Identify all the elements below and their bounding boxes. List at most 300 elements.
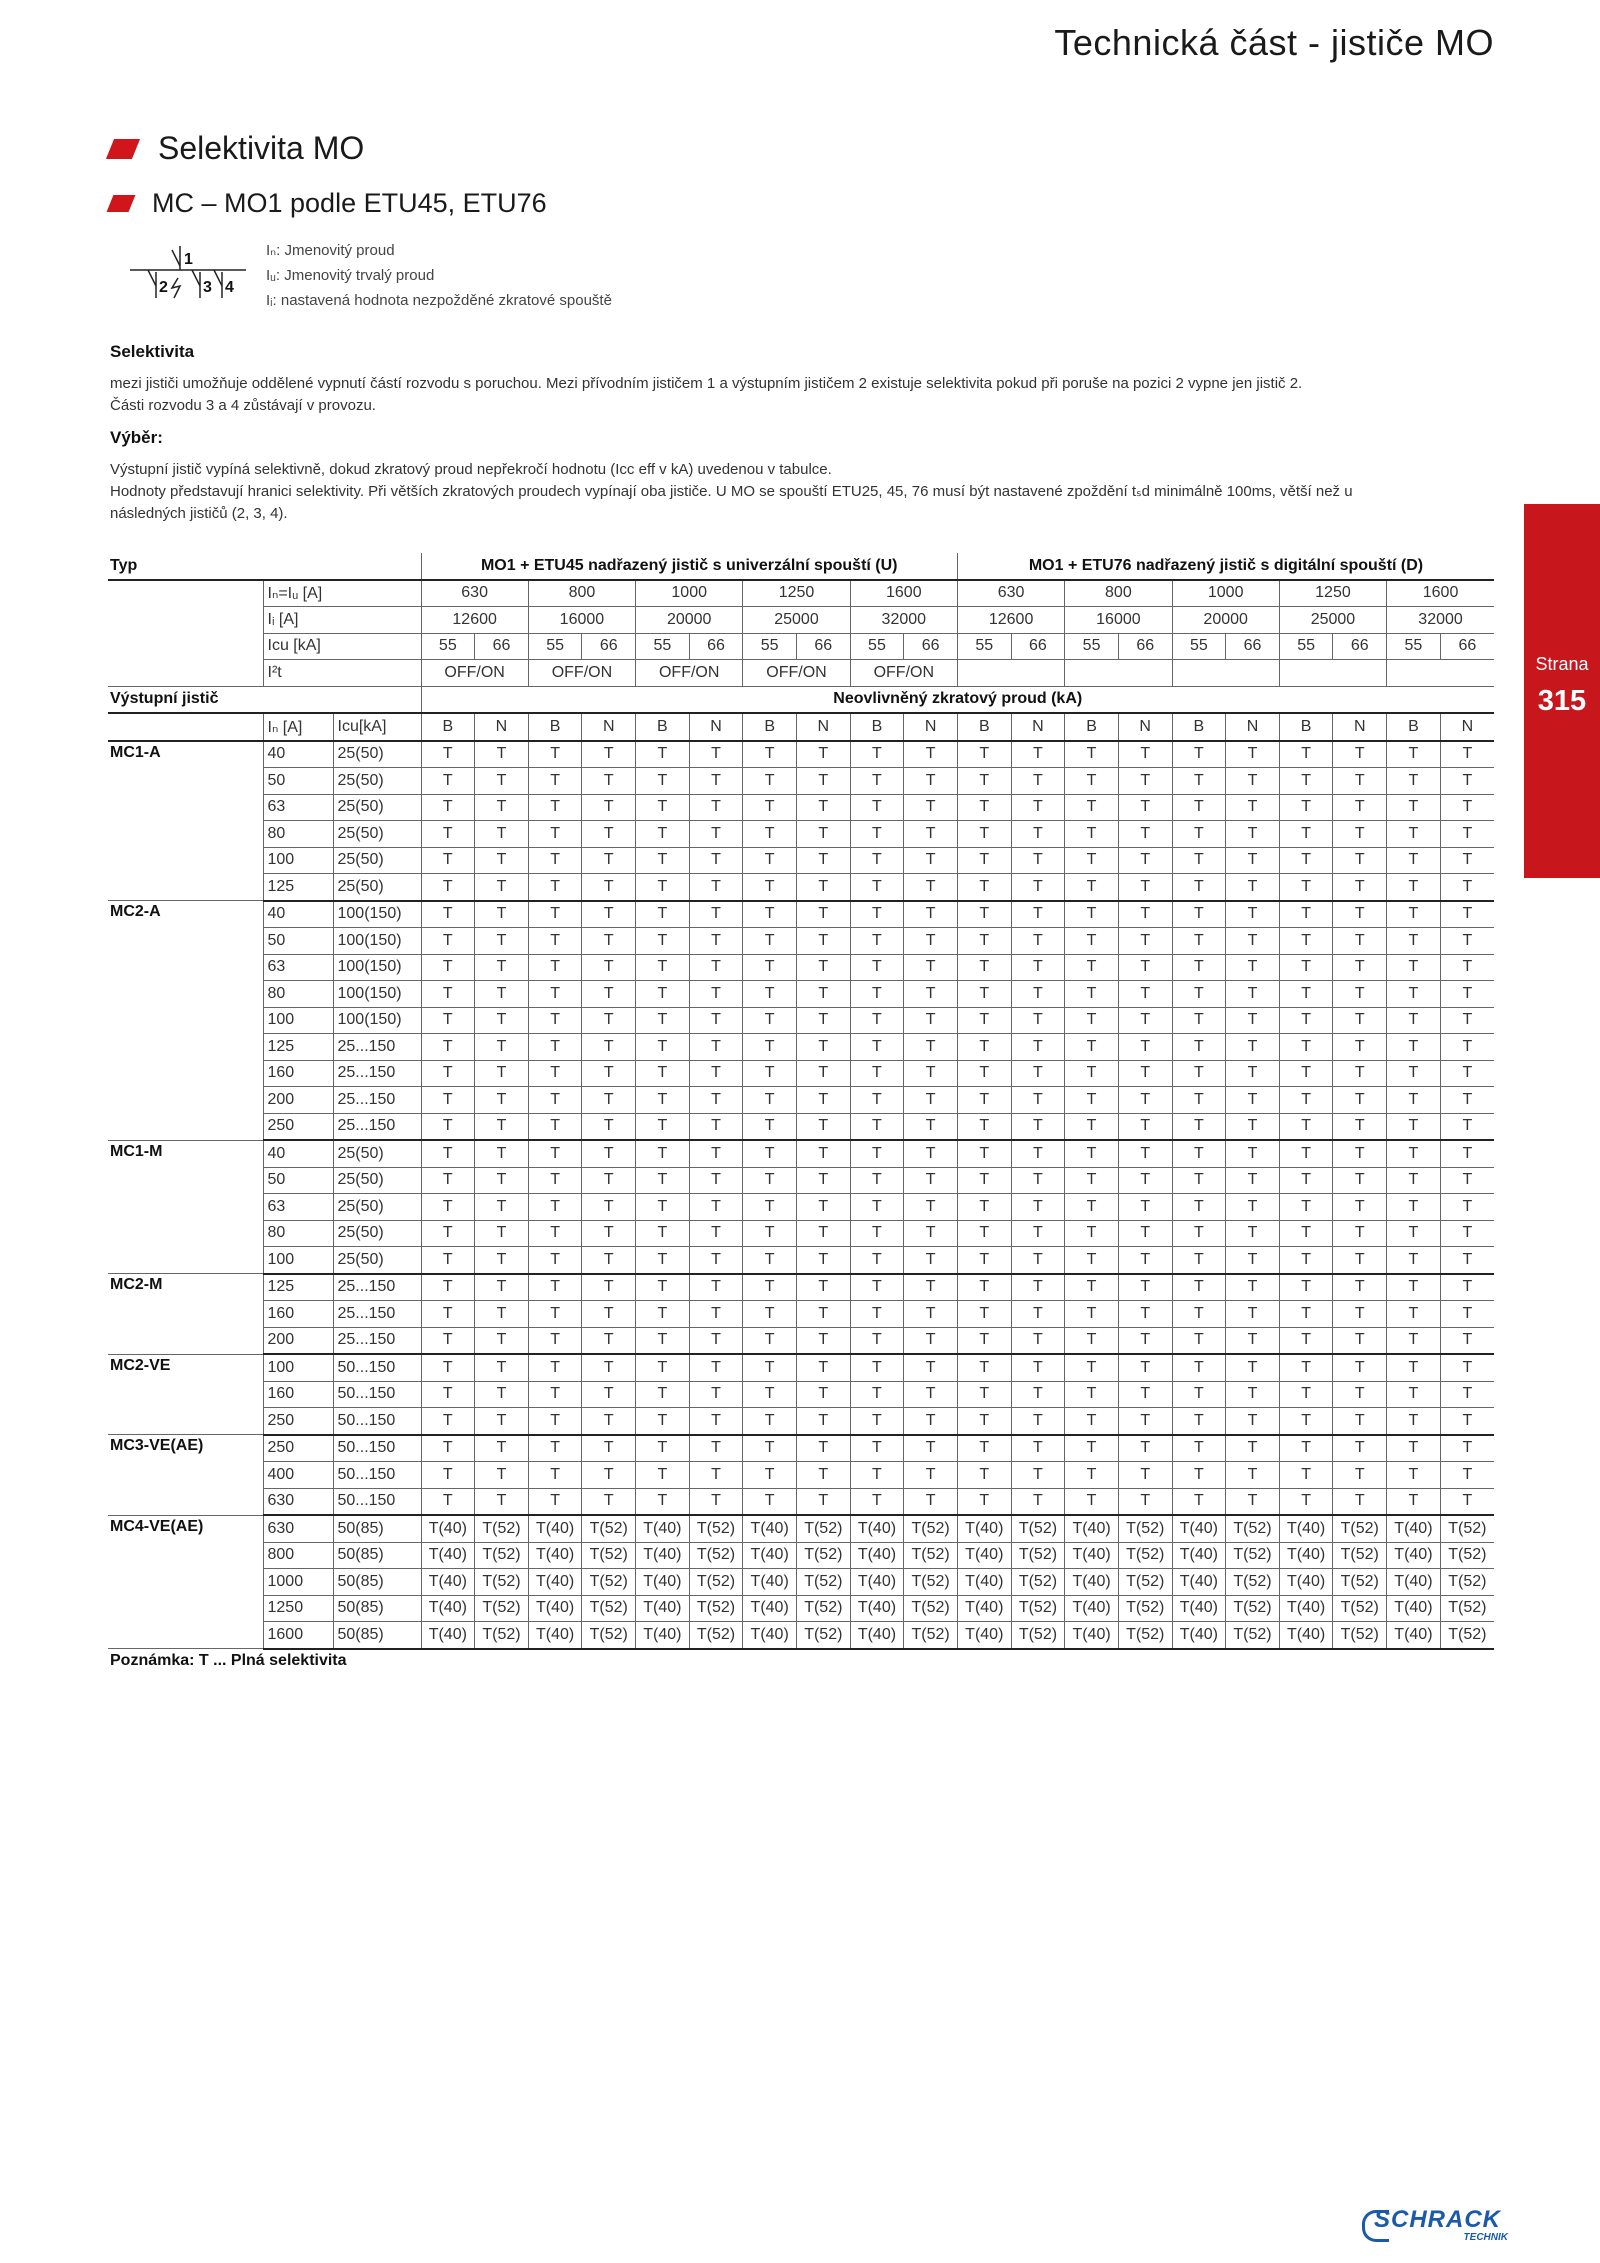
selectivity-value: T xyxy=(421,954,475,981)
selectivity-value: T(40) xyxy=(850,1622,904,1649)
in-cell: 630 xyxy=(263,1488,333,1515)
in-value: 630 xyxy=(421,580,528,607)
selectivity-value: T xyxy=(1172,981,1226,1008)
selectivity-value: T xyxy=(743,1007,797,1034)
selectivity-value: T xyxy=(850,1462,904,1489)
in-value: 800 xyxy=(528,580,635,607)
in-cell: 50 xyxy=(263,928,333,955)
selectivity-value: T xyxy=(1387,1408,1441,1435)
selectivity-value: T xyxy=(1279,1140,1333,1167)
selectivity-value: T(52) xyxy=(796,1542,850,1569)
ii-value: 32000 xyxy=(850,607,957,634)
selectivity-value: T xyxy=(1065,981,1119,1008)
icu-cell: 100(150) xyxy=(333,981,421,1008)
selectivity-value: T xyxy=(1226,1408,1280,1435)
in-cell: 125 xyxy=(263,1274,333,1301)
icu-value: 55 xyxy=(1172,633,1226,660)
selectivity-value: T xyxy=(743,928,797,955)
vyber-line: následných jističů (2, 3, 4). xyxy=(110,505,288,522)
table-row xyxy=(108,847,1494,874)
icu-value: 55 xyxy=(1065,633,1119,660)
breaker-type: MC2-M xyxy=(108,1274,263,1355)
selectivity-value: T xyxy=(796,1381,850,1408)
selectivity-value: T xyxy=(689,1113,743,1140)
selectivity-value: T xyxy=(582,1140,636,1167)
selectivity-value: T xyxy=(1172,1354,1226,1381)
icu-cell: 25(50) xyxy=(333,768,421,795)
in-value: 1000 xyxy=(1172,580,1279,607)
page-tab xyxy=(1524,504,1600,878)
icu-value: 55 xyxy=(1279,633,1333,660)
legend-line-iu: Iᵤ: Jmenovitý trvalý proud xyxy=(266,267,435,284)
selectivity-value: T(52) xyxy=(689,1569,743,1596)
selectivity-value: T xyxy=(1118,1167,1172,1194)
icu-value: 66 xyxy=(904,633,958,660)
selectivity-value: T xyxy=(796,1462,850,1489)
icu-cell: 100(150) xyxy=(333,928,421,955)
selectivity-value: T xyxy=(1118,1274,1172,1301)
i2t-value: OFF/ON xyxy=(528,660,635,687)
selectivity-value: T xyxy=(1172,1140,1226,1167)
selectivity-value: T xyxy=(1118,928,1172,955)
in-value: 1250 xyxy=(743,580,850,607)
selectivity-value: T xyxy=(636,1408,690,1435)
icu-cell: 25(50) xyxy=(333,1247,421,1274)
selectivity-value: T xyxy=(957,821,1011,848)
icu-value: 55 xyxy=(528,633,582,660)
table-row xyxy=(108,768,1494,795)
selectivity-value: T xyxy=(421,1247,475,1274)
icu-cell: 50...150 xyxy=(333,1381,421,1408)
selectivity-value: T xyxy=(1333,1381,1387,1408)
selectivity-value: T xyxy=(421,1274,475,1301)
selectivity-value: T xyxy=(1011,928,1065,955)
icu-value: 66 xyxy=(796,633,850,660)
selectivity-value: T xyxy=(1172,847,1226,874)
icu-cell: 25...150 xyxy=(333,1060,421,1087)
selectivity-value: T(40) xyxy=(636,1595,690,1622)
selectivity-value: T(52) xyxy=(1440,1569,1494,1596)
selectivity-value: T xyxy=(1387,1113,1441,1140)
selectivity-value: T xyxy=(636,928,690,955)
selectivity-value: T xyxy=(689,768,743,795)
table-row xyxy=(108,928,1494,955)
selectivity-value: T xyxy=(689,1087,743,1114)
selectivity-value: T xyxy=(1279,847,1333,874)
selectivity-value: T xyxy=(796,847,850,874)
selectivity-value: T xyxy=(1011,1327,1065,1354)
selectivity-value: T xyxy=(957,1327,1011,1354)
selectivity-value: T xyxy=(796,1327,850,1354)
selectivity-value: T xyxy=(850,1354,904,1381)
selectivity-value: T xyxy=(1387,1140,1441,1167)
icu-cell: 50(85) xyxy=(333,1595,421,1622)
selektivita-line: mezi jističi umožňuje oddělené vypnutí částí rozvodu s poruchou. Mezi přívodním jističem 1 a výstupním jističem 2 existuje selektivita pokud při poruše na pozici 2 vypne jen jistič 2. xyxy=(110,375,1303,392)
selectivity-value: T xyxy=(475,1113,529,1140)
selectivity-value: T(52) xyxy=(1333,1595,1387,1622)
selectivity-value: T xyxy=(582,847,636,874)
selectivity-value: T xyxy=(475,1140,529,1167)
selectivity-value: T xyxy=(1333,901,1387,928)
selectivity-value: T(40) xyxy=(957,1515,1011,1542)
selectivity-value: T xyxy=(1011,1381,1065,1408)
selectivity-value: T xyxy=(475,1247,529,1274)
selectivity-value: T xyxy=(1172,1167,1226,1194)
selectivity-value: T xyxy=(1440,847,1494,874)
selectivity-value: T xyxy=(1011,1488,1065,1515)
table-row xyxy=(108,954,1494,981)
selectivity-value: T xyxy=(1333,1167,1387,1194)
selectivity-value: T xyxy=(1065,1087,1119,1114)
selectivity-value: T xyxy=(1118,1247,1172,1274)
selectivity-value: T xyxy=(1011,1220,1065,1247)
in-cell: 40 xyxy=(263,741,333,768)
bn-header: N xyxy=(689,713,743,741)
in-value: 800 xyxy=(1065,580,1172,607)
selectivity-value: T(52) xyxy=(1226,1622,1280,1649)
i2t-value: OFF/ON xyxy=(636,660,743,687)
selectivity-value: T(40) xyxy=(1065,1569,1119,1596)
selectivity-value: T xyxy=(689,1007,743,1034)
selectivity-value: T(52) xyxy=(796,1569,850,1596)
selectivity-value: T xyxy=(1440,901,1494,928)
in-cell: 40 xyxy=(263,901,333,928)
selectivity-value: T xyxy=(1279,1488,1333,1515)
selectivity-value: T xyxy=(1333,1220,1387,1247)
selectivity-value: T xyxy=(743,1408,797,1435)
selectivity-value: T xyxy=(528,1140,582,1167)
table-note: Poznámka: T ... Plná selektivita xyxy=(110,1652,347,1669)
selectivity-value: T(40) xyxy=(743,1515,797,1542)
selectivity-value: T xyxy=(421,1220,475,1247)
selectivity-value: T xyxy=(636,821,690,848)
selectivity-value: T xyxy=(582,901,636,928)
empty-cell xyxy=(108,580,263,607)
selectivity-value: T(40) xyxy=(1279,1622,1333,1649)
selectivity-value: T xyxy=(743,1381,797,1408)
selectivity-value: T xyxy=(743,1462,797,1489)
selectivity-value: T xyxy=(957,874,1011,901)
selectivity-value: T xyxy=(850,1247,904,1274)
selectivity-value: T xyxy=(636,794,690,821)
selectivity-value: T xyxy=(1065,1354,1119,1381)
selectivity-value: T xyxy=(850,1435,904,1462)
selectivity-value: T xyxy=(1172,741,1226,768)
selectivity-value: T xyxy=(1065,1194,1119,1221)
selectivity-value: T xyxy=(1387,847,1441,874)
selectivity-value: T xyxy=(1279,1034,1333,1061)
selectivity-value: T xyxy=(796,1194,850,1221)
selectivity-value: T(52) xyxy=(582,1542,636,1569)
selectivity-value: T(40) xyxy=(421,1595,475,1622)
in-cell: 1250 xyxy=(263,1595,333,1622)
selectivity-value: T xyxy=(796,874,850,901)
in-cell: 125 xyxy=(263,1034,333,1061)
selectivity-value: T(40) xyxy=(1279,1515,1333,1542)
selectivity-value: T xyxy=(1279,741,1333,768)
selectivity-value: T xyxy=(850,1301,904,1328)
selectivity-value: T xyxy=(582,1354,636,1381)
selectivity-value: T xyxy=(1440,1034,1494,1061)
section-title-text: Selektivita MO xyxy=(158,130,365,166)
selectivity-value: T xyxy=(850,1167,904,1194)
selectivity-value: T xyxy=(689,821,743,848)
in-cell: 100 xyxy=(263,1354,333,1381)
selectivity-value: T xyxy=(1172,1007,1226,1034)
vyber-text xyxy=(110,459,1353,525)
i2t-value: OFF/ON xyxy=(743,660,850,687)
selectivity-value: T xyxy=(582,1274,636,1301)
selectivity-value: T xyxy=(1172,1247,1226,1274)
selectivity-value: T(52) xyxy=(1011,1595,1065,1622)
legend-line-ii: Iᵢ: nastavená hodnota nezpožděné zkratové spouště xyxy=(266,292,612,309)
selectivity-value: T(40) xyxy=(850,1595,904,1622)
selectivity-value: T xyxy=(743,1327,797,1354)
selectivity-value: T xyxy=(1011,741,1065,768)
selectivity-value: T xyxy=(421,981,475,1008)
selectivity-value: T xyxy=(689,1220,743,1247)
selectivity-value: T xyxy=(1226,1488,1280,1515)
selectivity-value: T xyxy=(1118,1327,1172,1354)
selectivity-value: T xyxy=(1440,1301,1494,1328)
selectivity-value: T xyxy=(1226,847,1280,874)
selectivity-value: T xyxy=(1440,1113,1494,1140)
selectivity-value: T xyxy=(1118,1194,1172,1221)
selectivity-value: T xyxy=(582,1113,636,1140)
table-row xyxy=(108,607,1494,634)
selectivity-value: T xyxy=(421,1327,475,1354)
selectivity-value: T xyxy=(528,1435,582,1462)
selectivity-value: T xyxy=(1172,928,1226,955)
selectivity-value: T xyxy=(904,1034,958,1061)
selectivity-value: T xyxy=(904,1301,958,1328)
legend-block xyxy=(128,238,648,318)
selectivity-value: T(40) xyxy=(421,1569,475,1596)
selectivity-value: T xyxy=(796,821,850,848)
in-cell: 400 xyxy=(263,1462,333,1489)
selectivity-value: T xyxy=(528,1488,582,1515)
selectivity-value: T xyxy=(1172,794,1226,821)
selectivity-value: T(40) xyxy=(957,1569,1011,1596)
selectivity-value: T(40) xyxy=(1279,1542,1333,1569)
selectivity-value: T xyxy=(1118,1462,1172,1489)
selectivity-value: T xyxy=(904,874,958,901)
selectivity-value: T xyxy=(1333,874,1387,901)
selectivity-value: T xyxy=(636,1220,690,1247)
selectivity-value: T xyxy=(421,741,475,768)
bn-header: N xyxy=(796,713,850,741)
breaker-type: MC1-A xyxy=(108,741,263,901)
selectivity-value: T xyxy=(1118,1140,1172,1167)
selectivity-value: T xyxy=(1011,1301,1065,1328)
selectivity-value: T xyxy=(904,1274,958,1301)
selectivity-value: T xyxy=(904,1488,958,1515)
selectivity-value: T xyxy=(689,1274,743,1301)
selectivity-value: T(40) xyxy=(1387,1622,1441,1649)
selectivity-value: T xyxy=(1333,1247,1387,1274)
selectivity-value: T xyxy=(904,1060,958,1087)
selectivity-value: T xyxy=(796,1113,850,1140)
selectivity-value: T xyxy=(475,1194,529,1221)
selectivity-value: T xyxy=(1440,954,1494,981)
ii-value: 16000 xyxy=(1065,607,1172,634)
selectivity-value: T xyxy=(743,1167,797,1194)
selectivity-value: T xyxy=(689,1034,743,1061)
selectivity-value: T xyxy=(904,1462,958,1489)
selectivity-value: T xyxy=(1011,901,1065,928)
selectivity-value: T(40) xyxy=(1172,1595,1226,1622)
selectivity-value: T(40) xyxy=(850,1515,904,1542)
icu-value: 66 xyxy=(1011,633,1065,660)
selectivity-value: T xyxy=(957,741,1011,768)
selectivity-value: T xyxy=(475,1167,529,1194)
selektivita-line: Části rozvodu 3 a 4 zůstávají v provozu. xyxy=(110,397,376,414)
selectivity-value: T xyxy=(1387,1274,1441,1301)
selectivity-value: T xyxy=(904,794,958,821)
selectivity-value: T(40) xyxy=(528,1622,582,1649)
icu-value: 66 xyxy=(1440,633,1494,660)
group-d-header: MO1 + ETU76 nadřazený jistič s digitální spouští (D) xyxy=(957,553,1494,580)
selectivity-value: T xyxy=(743,1087,797,1114)
icu-cell: 100(150) xyxy=(333,901,421,928)
selectivity-value: T(52) xyxy=(904,1515,958,1542)
selectivity-value: T xyxy=(957,928,1011,955)
selectivity-value: T xyxy=(1065,1435,1119,1462)
selectivity-value: T xyxy=(528,1301,582,1328)
selectivity-value: T xyxy=(1333,847,1387,874)
table-row xyxy=(108,660,1494,687)
selectivity-value: T xyxy=(957,1462,1011,1489)
selectivity-value: T xyxy=(850,874,904,901)
selectivity-value: T xyxy=(1118,981,1172,1008)
selectivity-value: T xyxy=(904,847,958,874)
selectivity-value: T xyxy=(689,954,743,981)
selectivity-value: T xyxy=(957,768,1011,795)
in-cell: 800 xyxy=(263,1542,333,1569)
in-value: 1600 xyxy=(1387,580,1494,607)
ii-value: 20000 xyxy=(636,607,743,634)
selectivity-value: T xyxy=(475,1488,529,1515)
i2t-value: OFF/ON xyxy=(421,660,528,687)
icu-cell: 25(50) xyxy=(333,741,421,768)
selectivity-value: T xyxy=(743,768,797,795)
selectivity-value: T(52) xyxy=(689,1595,743,1622)
selectivity-value: T xyxy=(957,1247,1011,1274)
empty-cell xyxy=(108,633,263,660)
selectivity-value: T(52) xyxy=(475,1542,529,1569)
selectivity-value: T(40) xyxy=(1065,1595,1119,1622)
selectivity-value: T xyxy=(1333,1140,1387,1167)
selectivity-value: T xyxy=(1065,1462,1119,1489)
selectivity-value: T xyxy=(636,1113,690,1140)
selectivity-value: T xyxy=(475,1274,529,1301)
selectivity-value: T xyxy=(1440,1167,1494,1194)
selectivity-value: T xyxy=(421,1194,475,1221)
selectivity-value: T xyxy=(1226,981,1280,1008)
selectivity-value: T xyxy=(1011,954,1065,981)
selectivity-value: T xyxy=(743,1274,797,1301)
selectivity-value: T xyxy=(957,1034,1011,1061)
icu-value: 66 xyxy=(582,633,636,660)
selectivity-value: T(52) xyxy=(1011,1542,1065,1569)
selectivity-value: T xyxy=(1333,1007,1387,1034)
selectivity-value: T xyxy=(636,1274,690,1301)
selectivity-value: T xyxy=(421,1060,475,1087)
selectivity-value: T xyxy=(957,1381,1011,1408)
selectivity-value: T xyxy=(582,1194,636,1221)
selectivity-value: T(40) xyxy=(636,1622,690,1649)
selectivity-value: T xyxy=(1387,1060,1441,1087)
selectivity-value: T xyxy=(1118,768,1172,795)
selectivity-value: T xyxy=(1226,1301,1280,1328)
selectivity-value: T xyxy=(636,1034,690,1061)
selectivity-value: T xyxy=(475,821,529,848)
selectivity-value: T xyxy=(689,981,743,1008)
selectivity-value: T xyxy=(528,1034,582,1061)
selectivity-value: T xyxy=(1387,1194,1441,1221)
selectivity-value: T xyxy=(1387,1488,1441,1515)
selectivity-value: T xyxy=(689,1381,743,1408)
selectivity-value: T xyxy=(475,768,529,795)
icu-value: 66 xyxy=(1226,633,1280,660)
selectivity-value: T xyxy=(1387,928,1441,955)
selectivity-value: T xyxy=(636,1462,690,1489)
selectivity-value: T xyxy=(689,1462,743,1489)
breaker-type: MC1-M xyxy=(108,1140,263,1274)
selectivity-value: T xyxy=(957,1140,1011,1167)
selectivity-value: T xyxy=(1011,981,1065,1008)
selectivity-value: T xyxy=(1333,981,1387,1008)
i2t-value xyxy=(1279,660,1386,687)
selectivity-value: T(52) xyxy=(475,1515,529,1542)
selectivity-value: T xyxy=(1440,1381,1494,1408)
selectivity-value: T xyxy=(1011,1007,1065,1034)
selectivity-value: T(52) xyxy=(689,1622,743,1649)
selectivity-value: T xyxy=(1387,874,1441,901)
selectivity-value: T xyxy=(1011,1274,1065,1301)
selectivity-value: T xyxy=(689,1435,743,1462)
bn-header: B xyxy=(1065,713,1119,741)
legend-lines xyxy=(266,238,612,313)
col-icu-label: Icu[kA] xyxy=(333,713,421,741)
selectivity-value: T xyxy=(582,1462,636,1489)
selectivity-value: T xyxy=(1118,1301,1172,1328)
selectivity-value: T xyxy=(1226,1247,1280,1274)
i2t-value xyxy=(1387,660,1494,687)
table-row xyxy=(108,901,1494,928)
in-cell: 63 xyxy=(263,954,333,981)
selectivity-value: T xyxy=(1065,794,1119,821)
selectivity-value: T(52) xyxy=(475,1622,529,1649)
ii-value: 16000 xyxy=(528,607,635,634)
selectivity-value: T xyxy=(1172,901,1226,928)
selectivity-value: T xyxy=(850,1488,904,1515)
selectivity-value: T(40) xyxy=(528,1542,582,1569)
selectivity-value: T xyxy=(1387,1007,1441,1034)
selectivity-value: T xyxy=(1172,1301,1226,1328)
selectivity-value: T(52) xyxy=(1440,1515,1494,1542)
selectivity-value: T xyxy=(1226,1327,1280,1354)
selectivity-value: T xyxy=(1011,1034,1065,1061)
i2t-value xyxy=(1065,660,1172,687)
selectivity-value: T xyxy=(1387,821,1441,848)
selectivity-value: T xyxy=(636,1167,690,1194)
selectivity-value: T xyxy=(689,1167,743,1194)
selectivity-value: T xyxy=(1279,1087,1333,1114)
selectivity-value: T(52) xyxy=(1333,1542,1387,1569)
section-subtitle xyxy=(110,188,547,219)
selectivity-value: T(52) xyxy=(689,1542,743,1569)
